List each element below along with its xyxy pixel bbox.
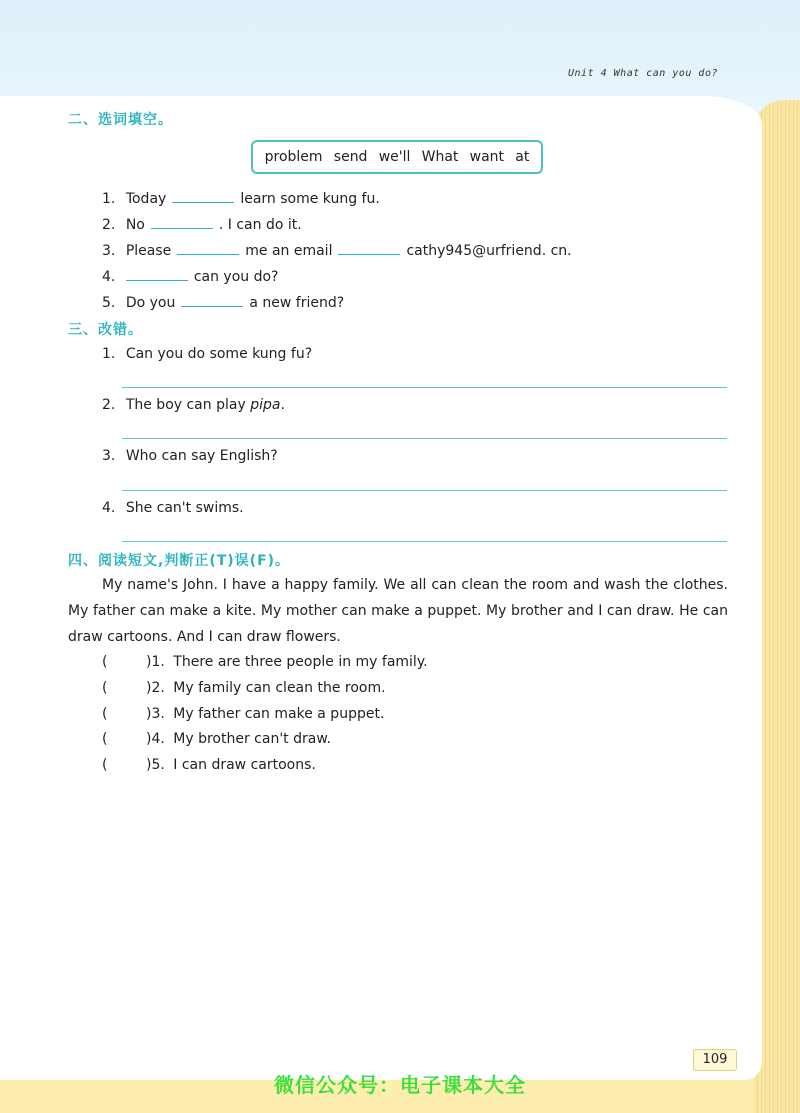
fill-item-1: 1. Today learn some kung fu. [102,191,380,207]
judge-answer-paren[interactable]: ( [102,680,108,696]
page-number: 109 [693,1049,737,1071]
answer-blank[interactable] [126,279,188,281]
answer-blank[interactable] [177,253,239,255]
word-bank-item: send [333,149,368,165]
answer-blank[interactable] [181,305,243,307]
correction-item-1: 1. Can you do some kung fu? [102,346,313,362]
answer-line[interactable] [122,490,727,491]
answer-blank[interactable] [151,227,213,229]
judge-item-3: ( )3. My father can make a puppet. [102,706,385,722]
unit-header: Unit 4 What can you do? [568,68,718,79]
correction-item-4: 4. She can't swims. [102,500,244,516]
word-bank-item: want [469,149,505,165]
judge-answer-paren[interactable]: ( [102,757,108,773]
judge-answer-paren[interactable]: ( [102,731,108,747]
fill-item-2: 2. No . I can do it. [102,217,302,233]
answer-blank[interactable] [338,253,400,255]
word-bank-item: we'll [378,149,411,165]
fill-item-3: 3. Please me an email cathy945@urfriend. cn. [102,243,572,259]
correction-item-2: 2. The boy can play pipa. [102,397,285,413]
answer-line[interactable] [122,438,727,439]
section3-title: 三、改错。 [68,322,143,338]
word-bank-item: at [515,149,530,165]
answer-blank[interactable] [172,201,234,203]
correction-item-3: 3. Who can say English? [102,448,278,464]
judge-answer-paren[interactable]: ( [102,654,108,670]
judge-item-1: ( )1. There are three people in my family. [102,654,428,670]
word-bank-item: problem [264,149,323,165]
fill-item-4: 4. can you do? [102,269,279,285]
judge-item-4: ( )4. My brother can't draw. [102,731,331,747]
fill-item-5: 5. Do you a new friend? [102,295,345,311]
reading-passage: My name's John. I have a happy family. We all can clean the room and wash the clothes. My father can make a kite. My mother can make a puppet. My brother and I can draw. He can draw cartoons. And I can draw flowers. [68,577,728,645]
section2-title: 二、选词填空。 [68,112,173,128]
watermark: 微信公众号：电子课本大全 [274,1073,526,1097]
judge-item-2: ( )2. My family can clean the room. [102,680,386,696]
judge-answer-paren[interactable]: ( [102,706,108,722]
word-bank-item: What [421,149,459,165]
answer-line[interactable] [122,541,727,542]
judge-item-5: ( )5. I can draw cartoons. [102,757,316,773]
word-bank [251,140,543,174]
section4-title: 四、阅读短文,判断正(T)误(F)。 [68,553,291,569]
answer-line[interactable] [122,387,727,388]
